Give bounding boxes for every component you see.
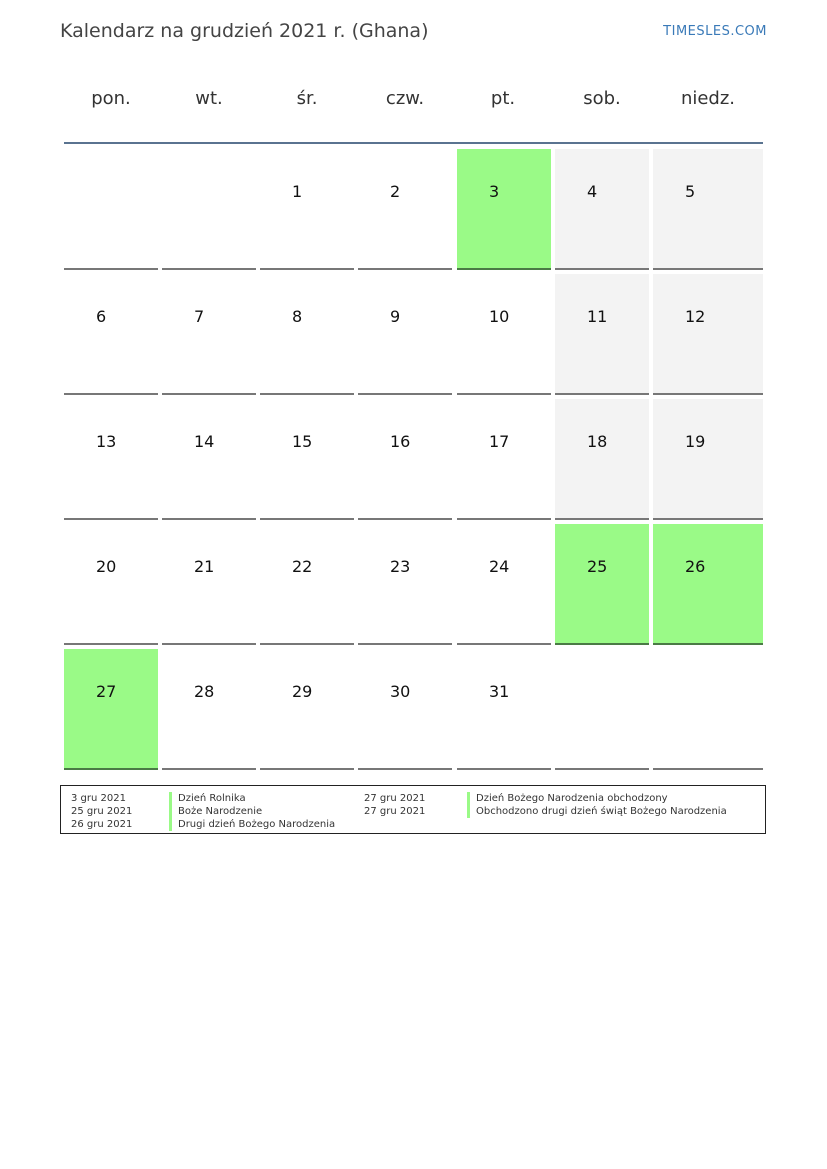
legend-date: 25 gru 2021: [71, 806, 133, 817]
day-number: 29: [292, 682, 313, 701]
day-number: 31: [489, 682, 510, 701]
day-number: 5: [685, 182, 696, 201]
day-cell[interactable]: [358, 274, 452, 395]
weekday-thursday: czw.: [385, 88, 425, 109]
day-number: 16: [390, 432, 411, 451]
day-number: 18: [587, 432, 608, 451]
weekday-sunday: niedz.: [680, 88, 736, 109]
day-number: 4: [587, 182, 598, 201]
legend-name: Boże Narodzenie: [169, 805, 262, 818]
day-number: 7: [194, 307, 205, 326]
page-title: Kalendarz na grudzień 2021 r. (Ghana): [60, 20, 429, 42]
day-number: 22: [292, 557, 313, 576]
day-cell[interactable]: [64, 649, 158, 770]
day-cell[interactable]: [64, 524, 158, 645]
day-cell[interactable]: [162, 524, 256, 645]
day-number: 20: [96, 557, 117, 576]
day-cell[interactable]: [653, 274, 763, 395]
day-number: 25: [587, 557, 608, 576]
day-cell[interactable]: [162, 399, 256, 520]
day-cell[interactable]: [457, 149, 551, 270]
day-number: 28: [194, 682, 215, 701]
day-number: 2: [390, 182, 401, 201]
day-number: 10: [489, 307, 510, 326]
weekday-tuesday: wt.: [195, 88, 223, 109]
empty-day-cell: [653, 649, 763, 770]
day-cell[interactable]: [162, 274, 256, 395]
day-cell[interactable]: [358, 524, 452, 645]
legend-date: 26 gru 2021: [71, 819, 133, 830]
day-cell[interactable]: [64, 274, 158, 395]
day-number: 8: [292, 307, 303, 326]
legend-name: Dzień Rolnika: [169, 792, 246, 805]
legend-item: [364, 805, 759, 818]
day-number: 17: [489, 432, 510, 451]
day-cell[interactable]: [358, 399, 452, 520]
day-cell[interactable]: [358, 649, 452, 770]
brand-link[interactable]: TIMESLES.COM: [663, 24, 767, 39]
day-number: 19: [685, 432, 706, 451]
day-cell[interactable]: [260, 149, 354, 270]
day-cell[interactable]: [555, 274, 649, 395]
empty-day-cell: [64, 149, 158, 270]
empty-day-cell: [162, 149, 256, 270]
weekday-monday: pon.: [91, 88, 131, 109]
weekday-saturday: sob.: [583, 88, 621, 109]
day-cell[interactable]: [260, 524, 354, 645]
legend-item: [71, 792, 351, 805]
day-number: 23: [390, 557, 411, 576]
day-number: 27: [96, 682, 117, 701]
weekday-wednesday: śr.: [296, 88, 318, 109]
day-number: 14: [194, 432, 215, 451]
day-cell[interactable]: [162, 649, 256, 770]
day-cell[interactable]: [457, 399, 551, 520]
day-number: 24: [489, 557, 510, 576]
day-number: 9: [390, 307, 401, 326]
day-cell[interactable]: [555, 524, 649, 645]
day-number: 26: [685, 557, 706, 576]
legend-date: 27 gru 2021: [364, 793, 426, 804]
legend-item: [364, 792, 759, 805]
legend-date: 27 gru 2021: [364, 806, 426, 817]
day-number: 3: [489, 182, 500, 201]
day-cell[interactable]: [260, 649, 354, 770]
day-cell[interactable]: [260, 399, 354, 520]
day-number: 15: [292, 432, 313, 451]
day-number: 12: [685, 307, 706, 326]
day-cell[interactable]: [457, 524, 551, 645]
day-cell[interactable]: [555, 149, 649, 270]
legend-name: Drugi dzień Bożego Narodzenia: [169, 818, 335, 831]
legend-date: 3 gru 2021: [71, 793, 126, 804]
legend-item: [71, 818, 351, 831]
day-number: 13: [96, 432, 117, 451]
day-number: 21: [194, 557, 215, 576]
day-cell[interactable]: [555, 399, 649, 520]
day-number: 6: [96, 307, 107, 326]
day-cell[interactable]: [653, 149, 763, 270]
empty-day-cell: [555, 649, 649, 770]
legend-name: Dzień Bożego Narodzenia obchodzony: [467, 792, 668, 805]
day-cell[interactable]: [358, 149, 452, 270]
legend-item: [71, 805, 351, 818]
day-number: 11: [587, 307, 608, 326]
day-number: 30: [390, 682, 411, 701]
day-number: 1: [292, 182, 303, 201]
day-cell[interactable]: [653, 524, 763, 645]
day-cell[interactable]: [653, 399, 763, 520]
day-cell[interactable]: [457, 649, 551, 770]
day-cell[interactable]: [260, 274, 354, 395]
legend-name: Obchodzono drugi dzień świąt Bożego Narodzenia: [467, 805, 727, 818]
day-cell[interactable]: [64, 399, 158, 520]
day-cell[interactable]: [457, 274, 551, 395]
holiday-legend: [60, 785, 766, 834]
weekday-friday: pt.: [490, 88, 516, 109]
